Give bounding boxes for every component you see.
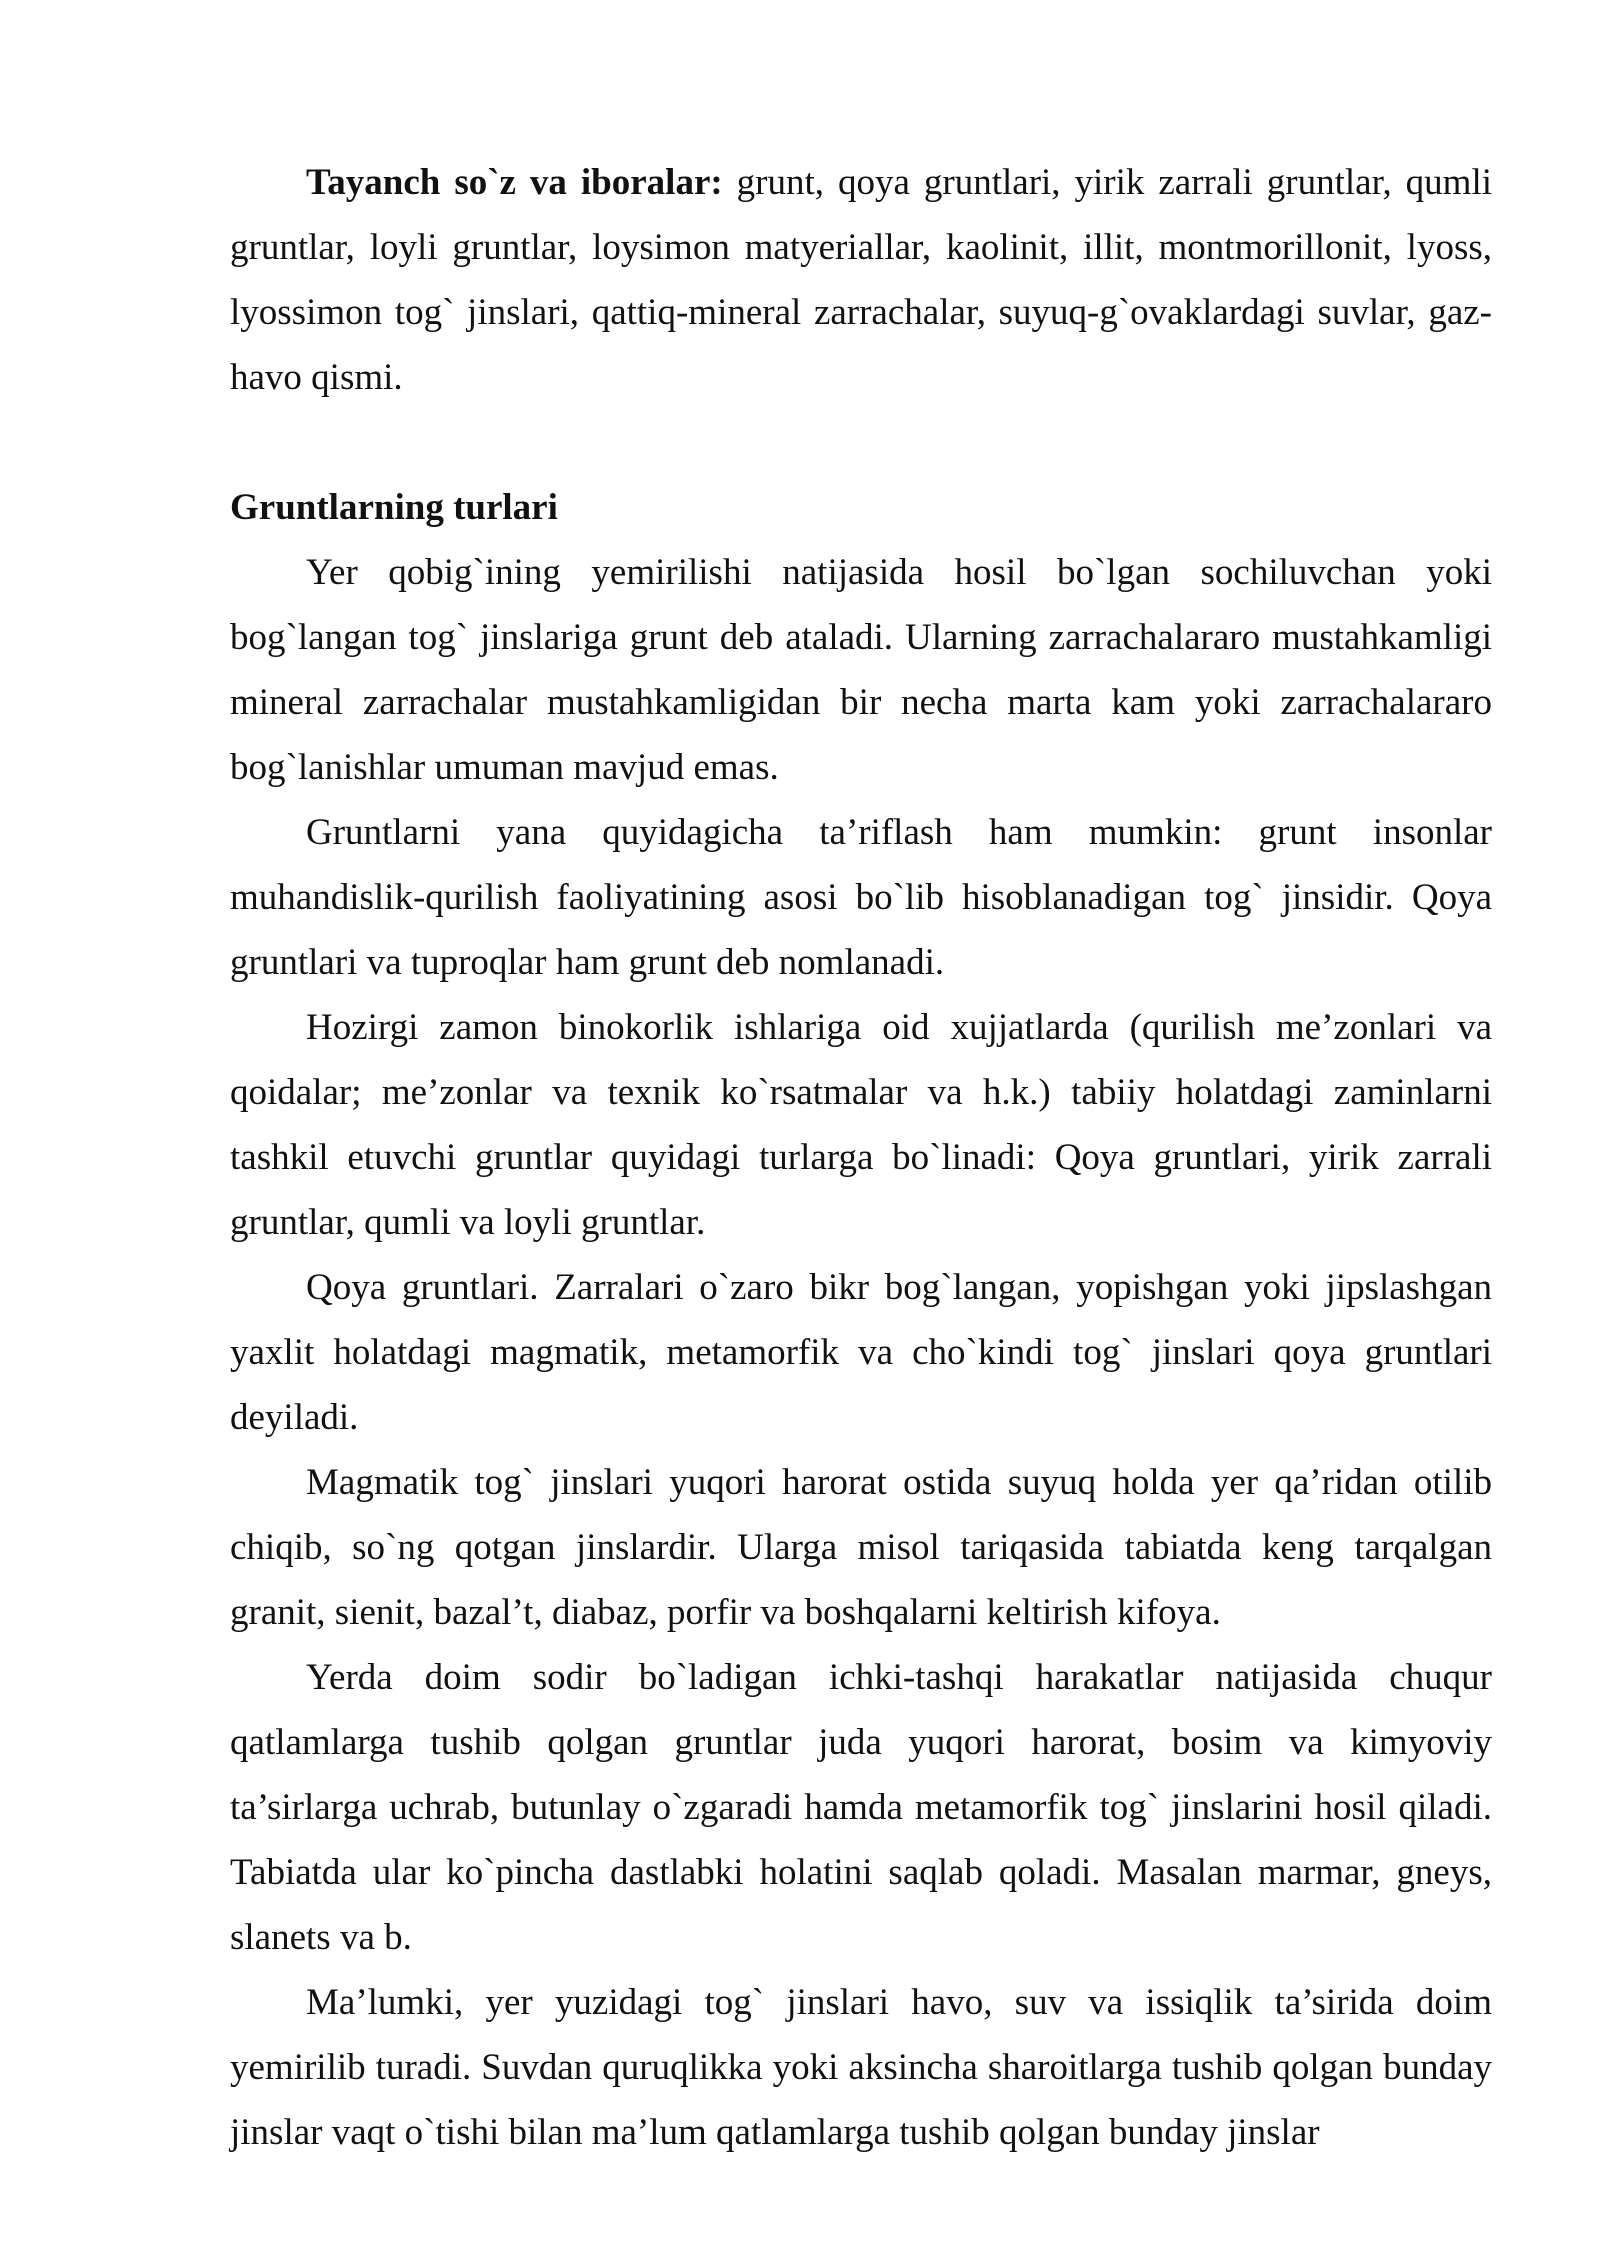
keywords-text: grunt, qoya gruntlari, yirik zarrali gruntlar, qumli gruntlar, loyli gruntlar, loysimon matyeriallar, kaolinit, illit, montmorillonit, lyoss, lyossimon tog` jinslari, qattiq-mineral zarrachalar, suyuq-g`ovaklardagi suvlar, gaz-havo qismi. (230, 162, 1492, 398)
keywords-label: Tayanch so`z va iboralar: (306, 162, 723, 203)
body-paragraph: Yerda doim sodir bo`ladigan ichki-tashqi harakatlar natijasida chuqur qatlamlarga tushib qolgan gruntlar juda yuqori harorat, bosim va kimyoviy ta’sirlarga uchrab, butunlay o`zgaradi hamda metamorfik tog` jinslarini hosil qiladi. Tabiatda ular ko`pincha dastlabki holatini saqlab qoladi. Masalan marmar, gneys, slanets va b. (230, 1657, 1492, 1958)
document-body (230, 150, 1492, 2165)
body-paragraph: Ma’lumki, yer yuzidagi tog` jinslari havo, suv va issiqlik ta’sirida doim yemirilib turadi. Suvdan quruqlikka yoki aksincha sharoitlarga tushib qolgan bunday jinslar vaqt o`tishi bilan ma’lum qatlamlarga tushib qolgan bunday jinslar (230, 1982, 1492, 2153)
body-paragraph: Qoya gruntlari. Zarralari o`zaro bikr bog`langan, yopishgan yoki jipslashgan yaxlit holatdagi magmatik, metamorfik va cho`kindi tog` jinslari qoya gruntlari deyiladi. (230, 1267, 1492, 1438)
body-paragraph: Magmatik tog` jinslari yuqori harorat ostida suyuq holda yer qa’ridan otilib chiqib, so`ng qotgan jinslardir. Ularga misol tariqasida tabiatda keng tarqalgan granit, sienit, bazal’t, diabaz, porfir va boshqalarni keltirish kifoya. (230, 1462, 1492, 1633)
section-title: Gruntlarning turlari (230, 487, 558, 528)
body-paragraph: Gruntlarni yana quyidagicha ta’riflash ham mumkin: grunt insonlar muhandislik-qurilish faoliyatining asosi bo`lib hisoblanadigan tog` jinsidir. Qoya gruntlari va tuproqlar ham grunt deb nomlanadi. (230, 812, 1492, 983)
body-paragraph: Hozirgi zamon binokorlik ishlariga oid xujjatlarda (qurilish me’zonlari va qoidalar; me’zonlar va texnik ko`rsatmalar va h.k.) tabiiy holatdagi zaminlarni tashkil etuvchi gruntlar quyidagi turlarga bo`linadi: Qoya gruntlari, yirik zarrali gruntlar, qumli va loyli gruntlar. (230, 1007, 1492, 1243)
keywords-paragraph (230, 150, 1492, 410)
body-paragraph: Yer qobig`ining yemirilishi natijasida hosil bo`lgan sochiluvchan yoki bog`langan tog` jinslariga grunt deb ataladi. Ularning zarrachalararo mustahkamligi mineral zarrachalar mustahkamligidan bir necha marta kam yoki zarrachalararo bog`lanishlar umuman mavjud emas. (230, 552, 1492, 788)
